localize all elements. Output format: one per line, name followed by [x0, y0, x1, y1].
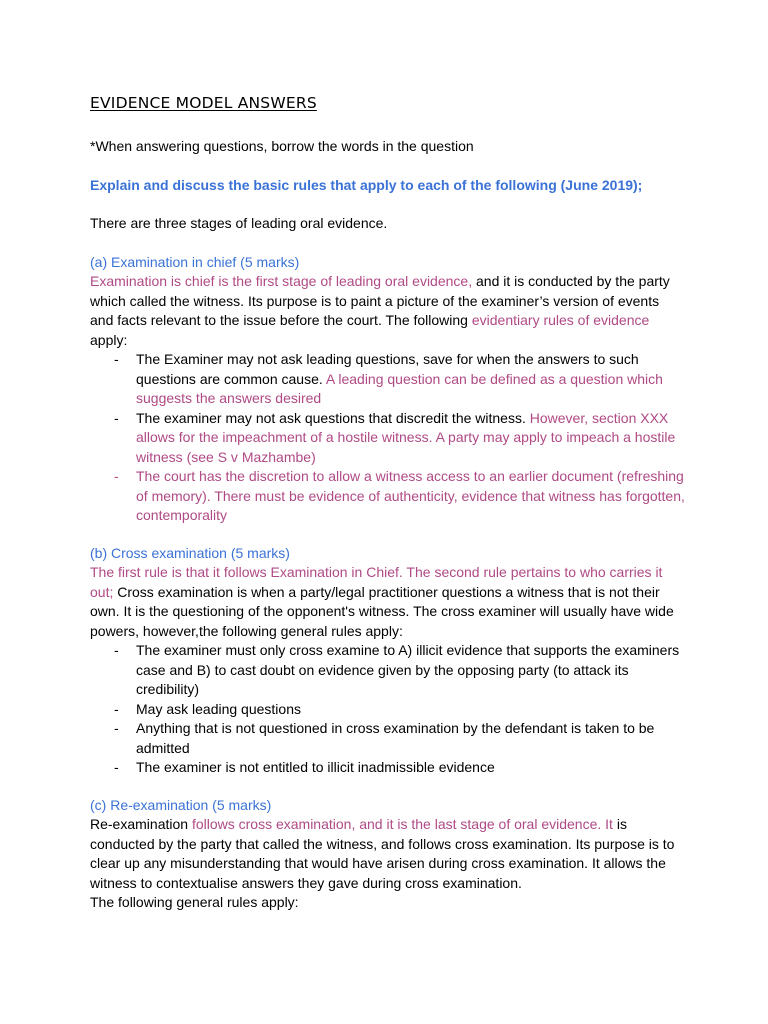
- bullet-dash: -: [114, 720, 119, 736]
- bullet-dash: -: [114, 642, 119, 658]
- section-a-body: and it is conducted by the party which called the witness. Its purpose is to paint a picture of the examiner’s version of events and facts relevant to the issue before the court. The following: [90, 273, 670, 328]
- list-item: [90, 641, 690, 700]
- bullet-text: The examiner is not entitled to illicit inadmissible evidence: [136, 759, 495, 775]
- list-item: [90, 758, 690, 778]
- section-c-closing: The following general rules apply:: [90, 894, 299, 910]
- section-b-heading: (b) Cross examination (5 marks): [90, 545, 290, 561]
- list-item: [90, 409, 690, 468]
- list-item: [90, 719, 690, 758]
- bullet-dash: -: [114, 759, 119, 775]
- bullet-text: The examiner must only cross examine to A) illicit evidence that supports the examiners case and B) to cast doubt on evidence given by the opposing party (to attack its credibility): [136, 642, 680, 697]
- list-item: [90, 467, 690, 526]
- bullet-text: The Examiner may not ask leading questions, save for when the answers to such questions are common cause.: [136, 351, 639, 387]
- bullet-highlight: However, section XXX allows for the impeachment of a hostile witness. A party may apply to impeach a hostile witness (see S v Mazhambe): [136, 409, 676, 465]
- section-a-bullet-list: [90, 350, 690, 526]
- section-c-body-1: Re-examination: [90, 816, 192, 832]
- section-b-bullet-list: [90, 641, 690, 778]
- section-a-body-2: apply:: [90, 331, 128, 348]
- bullet-highlight: A leading question can be defined as a question which suggests the answers desired: [136, 370, 663, 406]
- section-a-heading: (a) Examination in chief (5 marks): [90, 254, 300, 270]
- section-c-body-2: is conducted by the party that called the witness, and follows cross examination. Its purpose is to clear up any misunderstanding that would have arisen during cross examination. It allows the witness to contextualise answers they gave during cross examination.: [90, 816, 675, 891]
- bullet-text: The examiner may not ask questions that discredit the witness.: [136, 409, 530, 426]
- section-b-paragraph: [90, 563, 680, 641]
- section-c-paragraph: [90, 815, 680, 893]
- answering-note: *When answering questions, borrow the words in the question: [90, 138, 474, 154]
- bullet-dash: -: [114, 468, 119, 484]
- bullet-highlight: The court has the discretion to allow a witness access to an earlier document (refreshing of memory). There must be evidence of authenticity, evidence that witness has forgotten, contemporality: [136, 468, 685, 523]
- bullet-dash: -: [114, 409, 119, 426]
- bullet-dash: -: [114, 351, 119, 367]
- list-item: [90, 700, 690, 720]
- exam-question: Explain and discuss the basic rules that apply to each of the following (June 2019);: [90, 177, 643, 193]
- document-title: EVIDENCE MODEL ANSWERS: [90, 94, 317, 112]
- section-c-highlight: follows cross examination, and it is the last stage of oral evidence. It: [191, 816, 613, 832]
- section-a-paragraph: [90, 272, 680, 350]
- bullet-text: May ask leading questions: [136, 700, 301, 717]
- section-c-heading: (c) Re-examination (5 marks): [90, 797, 272, 813]
- section-b-highlight: The first rule is that it follows Examination in Chief. The second rule pertains to who carries it out;: [90, 564, 663, 600]
- section-a-highlight-2: evidentiary rules of evidence: [471, 312, 650, 328]
- bullet-dash: -: [114, 700, 119, 717]
- bullet-text: Anything that is not questioned in cross examination by the defendant is taken to be admitted: [136, 720, 655, 756]
- section-a-highlight: Examination is chief is the first stage of leading oral evidence,: [90, 273, 473, 289]
- intro-text: There are three stages of leading oral evidence.: [90, 215, 388, 231]
- list-item: [90, 350, 690, 409]
- section-b-body: Cross examination is when a party/legal practitioner questions a witness that is not their own. It is the questioning of the opponent's witness. The cross examiner will usually have wide powers, however,the following general rules apply:: [90, 583, 674, 639]
